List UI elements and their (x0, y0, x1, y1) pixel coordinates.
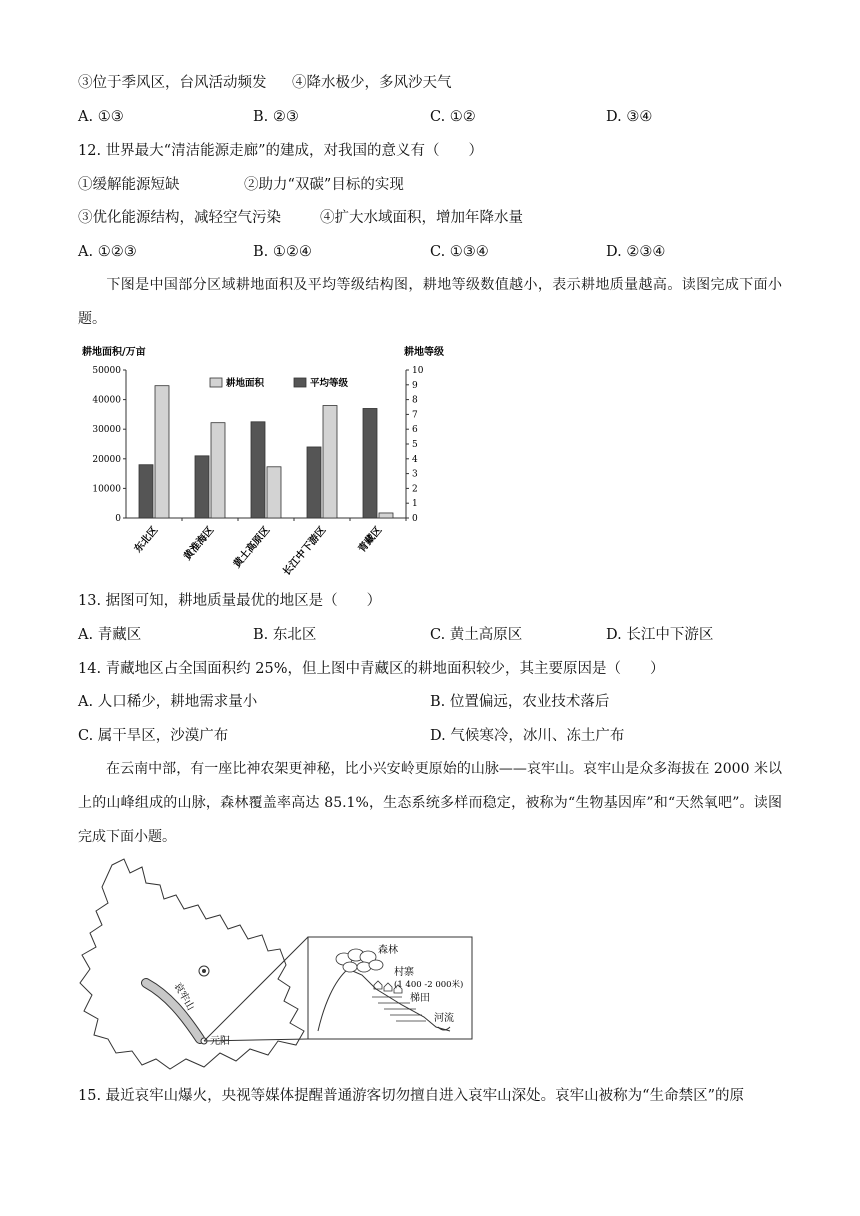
chart-ytick-label: 30000 (92, 425, 121, 436)
q13-stem: 13. 据图可知，耕地质量最优的地区是（ ） (78, 593, 382, 609)
q14-option-d: D. 气候寒冷，冰川、冻土广布 (430, 728, 625, 744)
q14-option-c: C. 属干旱区，沙漠广布 (78, 728, 229, 744)
intro-15 (78, 752, 782, 854)
q13-option-d: D. 长江中下游区 (606, 627, 714, 643)
chart-y2tick-label: 10 (412, 366, 424, 376)
chart-bar-area (379, 513, 393, 518)
q11-option-b: B. ②③ (253, 109, 299, 125)
chart-y2tick-label: 0 (412, 514, 418, 524)
q12-item-1: ①缓解能源短缺 (78, 177, 180, 193)
q12-item-2: ②助力“双碳”目标的实现 (244, 177, 404, 193)
chart-category-label: 青藏区 (356, 524, 385, 555)
chart-ytick-label: 0 (115, 514, 121, 524)
leader-line-top (204, 937, 308, 1041)
chart-y2tick-label: 2 (412, 484, 418, 495)
q14-option-b: B. 位置偏远，农业技术落后 (430, 694, 610, 710)
map-label-river: 河流 (434, 1013, 454, 1024)
chart-y2tick-label: 9 (412, 380, 418, 391)
chart-y2tick-label: 3 (412, 469, 418, 480)
q15-stem: 15. 最近哀牢山爆火，央视等媒体提醒普通游客切勿擅自进入哀牢山深处。哀牢山被称为“生命禁区”的原 (78, 1088, 744, 1104)
chart-legend-swatch-grade (294, 378, 306, 387)
chart-y2tick-label: 7 (412, 410, 418, 421)
chart-ytick-label: 40000 (92, 395, 121, 406)
chart-y2tick-label: 8 (412, 395, 418, 406)
chart-ytick-label: 50000 (92, 366, 121, 376)
chart-bar-area (323, 406, 337, 518)
q12-item-3: ③优化能源结构，减轻空气污染 (78, 210, 281, 226)
chart-bar-grade (139, 465, 153, 518)
q11-item-4: ④降水极少，多风沙天气 (292, 75, 452, 91)
ailao-map (72, 855, 492, 1075)
map-label-town: 元阳 (210, 1036, 230, 1047)
chart-category-label: 黄土高原区 (231, 524, 273, 571)
chart-y2tick-label: 5 (412, 440, 418, 450)
q12-stem: 12. 世界最大“清洁能源走廊”的建成，对我国的意义有（ ） (78, 143, 483, 159)
q12-option-c: C. ①③④ (430, 244, 489, 260)
chart-bar-grade (363, 408, 377, 518)
intro-13-14-text: 下图是中国部分区域耕地面积及平均等级结构图，耕地等级数值越小，表示耕地质量越高。读图完成下面小题。 (78, 277, 782, 327)
chart-ytick-label: 10000 (92, 484, 121, 495)
q12-option-a: A. ①②③ (78, 244, 137, 260)
intro-13-14 (78, 268, 782, 336)
yunnan-outline (80, 859, 304, 1069)
capital-symbol-dot (202, 969, 206, 973)
q14-stem: 14. 青藏地区占全国面积约 25%，但上图中青藏区的耕地面积较少，其主要原因是（ ） (78, 661, 665, 677)
chart-y2tick-label: 4 (412, 454, 418, 465)
q12-option-b: B. ①②④ (253, 244, 312, 260)
chart-legend-swatch-area (210, 378, 222, 387)
chart-bar-grade (307, 447, 321, 518)
chart-bar-grade (195, 456, 209, 518)
q14-option-a: A. 人口稀少，耕地需求量小 (78, 694, 258, 710)
chart-y2tick-label: 6 (412, 425, 418, 436)
map-label-village-elev: (1 400 -2 000米) (394, 980, 464, 990)
intro-15-text: 在云南中部，有一座比神农架更神秘，比小兴安岭更原始的山脉——哀牢山。哀牢山是众多海拔在 2000 米以上的山峰组成的山脉，森林覆盖率高达 85.1%，生态系统多样而稳定，被称为“生物基因库”和“天然氧吧”。读图完成下面小题。 (78, 761, 782, 845)
q12-option-d: D. ②③④ (606, 244, 666, 260)
chart-y2label: 耕地等级 (404, 347, 444, 358)
chart-ytick-label: 20000 (92, 454, 121, 465)
chart-legend-label-grade: 平均等级 (310, 378, 349, 389)
chart-bar-area (267, 467, 281, 518)
chart-category-label: 东北区 (132, 524, 161, 555)
chart-ylabel: 耕地面积/万亩 (82, 347, 146, 358)
farmland-chart (70, 340, 490, 580)
q11-item-3: ③位于季风区，台风活动频发 (78, 75, 267, 91)
map-label-mountain: 哀牢山 (171, 981, 196, 1013)
q11-option-d: D. ③④ (606, 109, 653, 125)
q13-option-a: A. 青藏区 (78, 627, 142, 643)
q12-item-4: ④扩大水域面积，增加年降水量 (320, 210, 523, 226)
chart-category-label: 长江中下游区 (281, 524, 329, 578)
chart-y2tick-label: 1 (412, 499, 418, 510)
q13-option-c: C. 黄土高原区 (430, 627, 523, 643)
chart-bar-area (155, 386, 169, 518)
chart-category-label: 黄淮海区 (182, 524, 217, 563)
chart-legend-label-area: 耕地面积 (226, 378, 265, 389)
chart-bar-area (211, 423, 225, 518)
map-label-village: 村寨 (394, 967, 414, 978)
map-label-forest: 森林 (378, 945, 398, 956)
q11-option-c: C. ①② (430, 109, 476, 125)
q13-option-b: B. 东北区 (253, 627, 317, 643)
q11-option-a: A. ①③ (78, 109, 124, 125)
map-label-terrace: 梯田 (410, 993, 430, 1004)
chart-bar-grade (251, 422, 265, 518)
